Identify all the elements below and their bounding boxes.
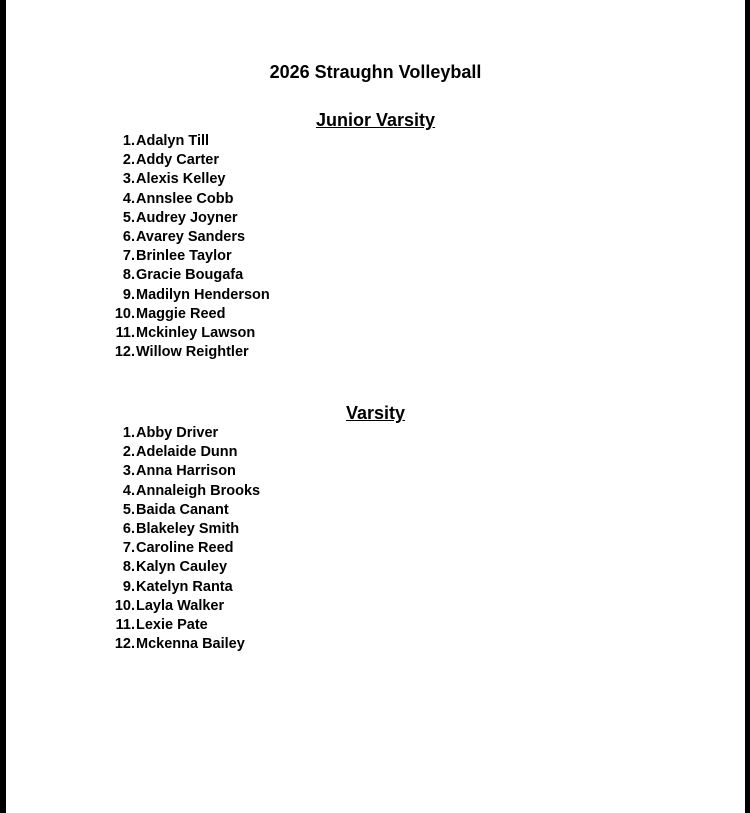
list-number: 1. <box>122 133 135 149</box>
list-item <box>112 539 234 558</box>
page-title: 2026 Straughn Volleyball <box>269 62 482 82</box>
player-name: Gracie Bougafa <box>136 267 244 284</box>
list-item <box>112 151 219 170</box>
player-name: Kalyn Cauley <box>136 559 228 576</box>
list-number: 10. <box>114 305 135 322</box>
document-page <box>6 0 745 813</box>
list-item <box>112 424 219 443</box>
list-number: 9. <box>122 286 135 303</box>
list-item <box>112 209 238 228</box>
player-name: Anna Harrison <box>136 463 236 480</box>
list-item <box>112 520 240 539</box>
list-number: 2. <box>122 444 135 461</box>
player-name: Blakeley Smith <box>136 520 240 537</box>
player-name: Willow Reightler <box>136 344 249 361</box>
list-item <box>112 597 225 616</box>
list-number: 6. <box>122 520 135 537</box>
list-number: 4. <box>122 482 135 499</box>
list-number: 3. <box>122 463 135 480</box>
list-number: 9. <box>122 578 135 595</box>
player-name: Alexis Kelley <box>136 171 226 188</box>
list-number: 1. <box>122 425 135 441</box>
list-item <box>112 247 232 266</box>
list-number: 12. <box>114 636 135 653</box>
list-item <box>112 305 226 324</box>
player-name: Maggie Reed <box>136 305 226 322</box>
list-number: 3. <box>122 171 135 188</box>
player-name: Lexie Pate <box>136 616 208 633</box>
list-number: 6. <box>122 228 135 245</box>
list-item <box>112 228 246 247</box>
list-item <box>112 343 249 362</box>
player-name: Addy Carter <box>136 152 219 169</box>
junior-varsity-heading: Junior Varsity <box>315 110 436 130</box>
player-name: Adelaide Dunn <box>136 444 238 461</box>
list-item <box>112 170 226 189</box>
list-number: 2. <box>122 152 135 169</box>
list-number: 10. <box>114 597 135 614</box>
player-name: Annaleigh Brooks <box>136 482 261 499</box>
list-number: 7. <box>122 540 135 557</box>
player-name: Baida Canant <box>136 501 229 518</box>
player-name: Adalyn Till <box>136 133 210 149</box>
junior-varsity-roster <box>112 132 270 362</box>
list-number: 8. <box>122 267 135 284</box>
list-item <box>112 286 270 305</box>
varsity-roster <box>112 424 261 654</box>
player-name: Caroline Reed <box>136 540 234 557</box>
player-name: Mckenna Bailey <box>136 636 245 653</box>
player-name: Madilyn Henderson <box>136 286 270 303</box>
list-number: 4. <box>122 190 135 207</box>
list-item <box>112 578 233 597</box>
list-item <box>112 616 208 635</box>
player-name: Katelyn Ranta <box>136 578 233 595</box>
player-name: Brinlee Taylor <box>136 248 232 265</box>
list-item <box>112 266 244 285</box>
list-number: 11. <box>115 324 135 341</box>
list-number: 12. <box>114 344 135 361</box>
player-name: Layla Walker <box>136 597 225 614</box>
list-number: 11. <box>115 616 135 633</box>
player-name: Avarey Sanders <box>136 228 246 245</box>
list-item <box>112 324 256 343</box>
player-name: Mckinley Lawson <box>136 324 256 341</box>
list-item <box>112 462 236 481</box>
player-name: Abby Driver <box>136 425 219 441</box>
list-number: 8. <box>122 559 135 576</box>
list-number: 5. <box>122 209 135 226</box>
list-item <box>112 482 261 501</box>
list-item <box>112 443 238 462</box>
list-item <box>112 132 210 151</box>
list-number: 7. <box>122 248 135 265</box>
player-name: Audrey Joyner <box>136 209 238 226</box>
list-item <box>112 501 229 520</box>
list-item <box>112 558 228 577</box>
varsity-heading: Varsity <box>345 403 406 423</box>
list-number: 5. <box>122 501 135 518</box>
list-item <box>112 190 234 209</box>
list-item <box>112 635 245 654</box>
player-name: Annslee Cobb <box>136 190 234 207</box>
